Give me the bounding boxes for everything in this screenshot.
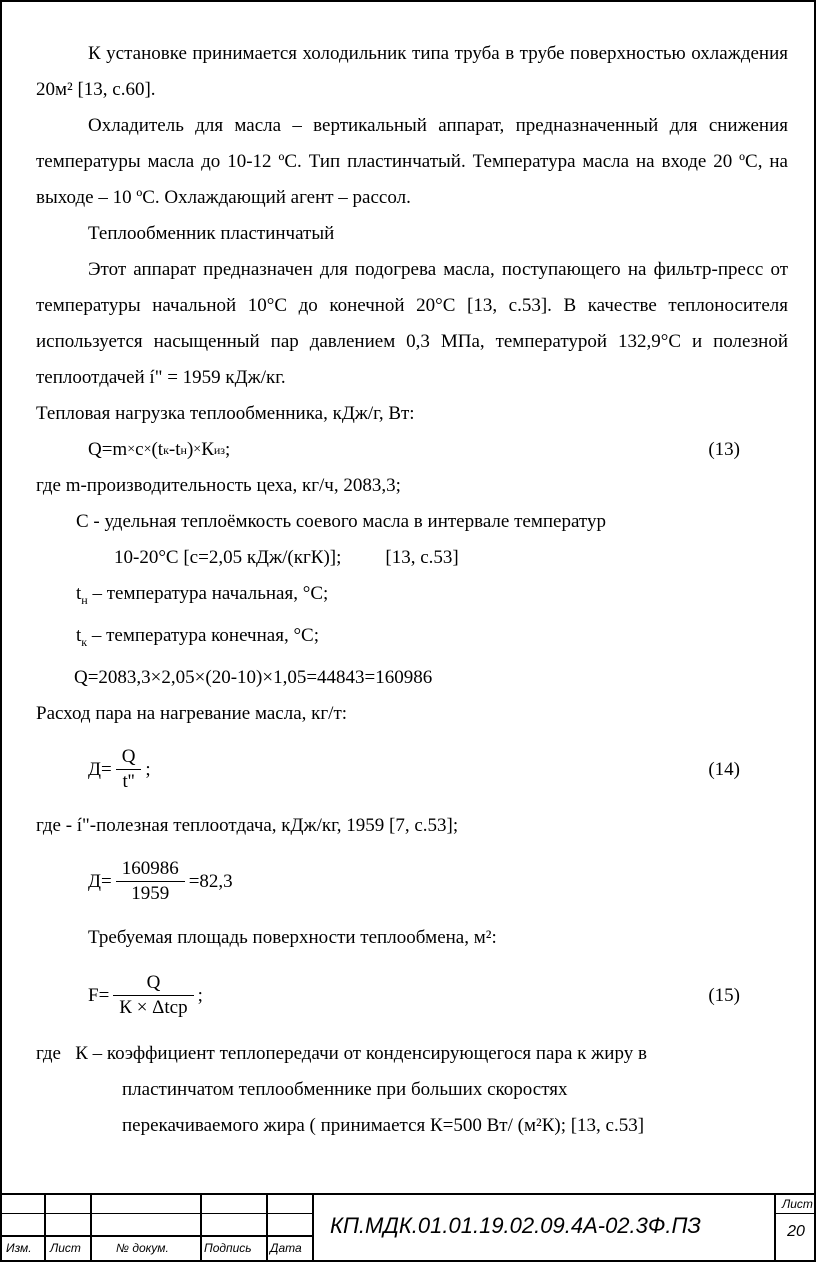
where-k-definition: где К – коэффициент теплопередачи от конденсирующегося пара к жиру в [36, 1042, 647, 1064]
calculation-14-fraction: $\frac{160986}{1959}$ [116, 857, 185, 906]
paragraph-heat-load-title: Тепловая нагрузка теплообменника, кДж/г, Вт: [36, 403, 415, 424]
where-k-line3: перекачиваемого жира ( принимается К=500 Вт/ (м²К); [13, с.53] [122, 1114, 645, 1136]
calculation-14-formula: Д= $\frac{160986}{1959}$ =82,3 [88, 858, 233, 905]
equation-13 [36, 432, 788, 468]
area-title: Требуемая площадь поверхности теплообмена, м²: [88, 926, 497, 948]
equation-15-fraction: $\frac{Q}{\text{К × Δtср}}$ [113, 971, 193, 1020]
calculation-14 [36, 844, 788, 920]
equation-15-number: (15) [708, 984, 740, 1006]
paragraph-heat-exchanger-desc: Этот аппарат предназначен для подогрева масла, поступающего на фильтр-пресс от температуры начальной 10°С до конечной 20°С [13, с.53]. В качестве теплоносителя используется насыщенный пар давлением 0,3 МПа, температурой 132,9°С и полезной теплоотдачей í" = 1959 кДж/кг. [36, 259, 788, 388]
where-m-definition: где m-производительность цеха, кг/ч, 2083,3; [36, 475, 401, 496]
stamp-doc-label: № докум. [116, 1241, 169, 1255]
where-tn-definition: $t_н$ – температура начальная, °С; [76, 583, 329, 607]
paragraph-heat-exchanger-title: Теплообменник пластинчатый [88, 223, 335, 244]
equation-15 [36, 956, 788, 1036]
stamp-izm-label: Изм. [6, 1241, 32, 1255]
calculation-13: Q=2083,3×2,05×(20-10)×1,05=44843=160986 [74, 666, 433, 688]
stamp-list-label: Лист [50, 1241, 81, 1255]
paragraph-refrigerator: К установке принимается холодильник типа труба в трубе поверхностью охлаждения 20м² [13, с.60]. [36, 43, 788, 100]
where-i-definition: где - í"-полезная теплоотдача, кДж/кг, 1959 [7, с.53]; [36, 814, 459, 836]
steam-consumption-title: Расход пара на нагревание масла, кг/т: [36, 702, 348, 724]
equation-15-formula: F= $\frac{Q}{\text{К × Δtср}}$ ; [88, 972, 203, 1019]
title-block [0, 1193, 816, 1262]
where-c-definition: С - удельная теплоёмкость соевого масла в интервале температур [76, 511, 606, 532]
sheet-number: 20 [787, 1223, 805, 1240]
equation-14-number: (14) [708, 758, 740, 780]
stamp-sign-label: Подпись [204, 1241, 252, 1255]
stamp-sheet-label: Лист [782, 1197, 813, 1211]
stamp-date-label: Дата [270, 1241, 302, 1255]
equation-13-number: (13) [708, 439, 740, 460]
document-code: КП.МДК.01.01.19.02.09.4А-02.3Ф.ПЗ [330, 1213, 701, 1238]
equation-13-formula: Q=m × c × (t к -t н ) × К из ; [88, 439, 231, 460]
equation-14 [36, 732, 788, 808]
where-c-range: 10-20°С [с=2,05 кДж/(кгК)]; [13, с.53] [114, 547, 459, 568]
where-k-line2: пластинчатом теплообменнике при больших скоростях [122, 1078, 568, 1100]
paragraph-oil-cooler: Охладитель для масла – вертикальный аппарат, предназначенный для снижения температуры масла до 10-12 ºС. Тип пластинчатый. Температура масла на входе 20 ºС, на выходе – 10 ºС. Охлаждающий агент – рассол. [36, 115, 788, 208]
equation-14-formula: Д= $\frac{Q}{t''}$ ; [88, 746, 151, 793]
where-tk-definition: $t_к$ – температура конечная, °С; [76, 624, 320, 649]
equation-14-fraction: $\frac{Q}{t''}$ [116, 745, 142, 794]
page-content [36, 36, 788, 1144]
